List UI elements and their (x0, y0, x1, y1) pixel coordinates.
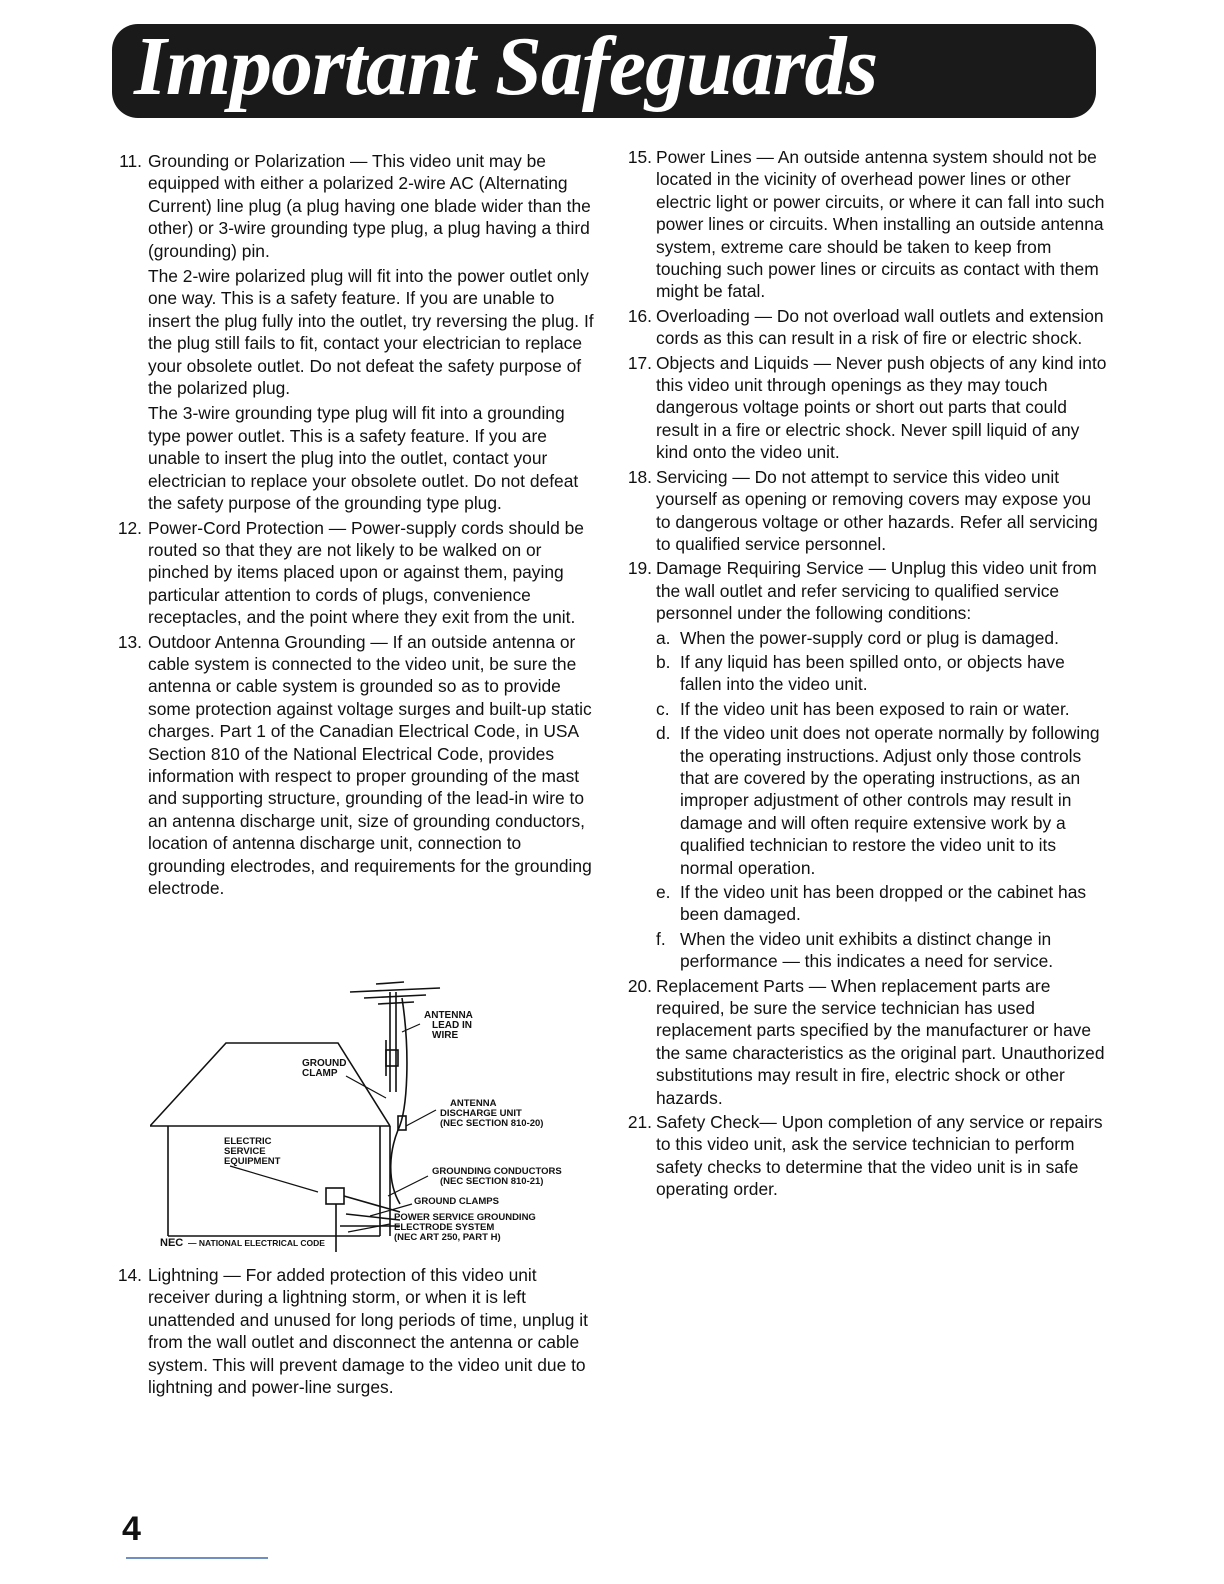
list-item (656, 722, 1108, 879)
item-number: 20. (627, 975, 652, 996)
diagram-label: CLAMP (302, 1068, 338, 1079)
ground-wiring (326, 1188, 400, 1252)
page-title: Important Safeguards (134, 20, 878, 113)
title-banner (112, 20, 1096, 118)
item-number: 17. (627, 352, 652, 373)
diagram-label: GROUNDING CONDUCTORS (432, 1166, 562, 1177)
diagram-label: — NATIONAL ELECTRICAL CODE (188, 1238, 325, 1248)
item-paragraph: Lightning — For added protection of this video unit receiver during a lightning storm, or when it is left unattended and unused for long periods of time, unplug it from the wall outlet and disconnect the antenna or cable system. This will prevent damage to the video unit due to lightning and power-line surges. (148, 1265, 588, 1398)
safeguard-item-13 (117, 631, 600, 900)
diagram-label: LEAD IN (432, 1020, 472, 1031)
safeguard-item-11 (119, 150, 600, 515)
item-paragraph: Overloading — Do not overload wall outlets and extension cords as this can result in a risk of fire or electric shock. (656, 305, 1104, 349)
item-paragraph: Grounding or Polarization — This video unit may be equipped with either a polarized 2-wire AC (Alternating Current) line plug (a plug having one blade wider than the other) or 3-wire grounding type plug, a plug having a third (grounding) pin. (148, 151, 591, 261)
left-column (117, 150, 600, 899)
list-item-text: If the video unit does not operate normally by following the operating instructions. Adjust only those controls that are covered by the operating instructions, as an improper adjustment of other controls may result in damage and will often require extensive work by a qualified technician to restore the video unit to its normal operation. (680, 723, 1100, 878)
item-number: 11. (119, 151, 142, 171)
item-number: 19. (627, 558, 652, 579)
item-paragraph: Servicing — Do not attempt to service this video unit yourself as opening or removing covers may expose you to dangerous voltage or other hazards. Refer all servicing to qualified service personnel. (656, 466, 1098, 554)
diagram-label: EQUIPMENT (224, 1156, 281, 1167)
list-item (656, 881, 1108, 926)
list-item (656, 651, 1108, 696)
list-item-letter: b. (656, 651, 671, 672)
item-paragraph: Power-Cord Protection — Power-supply cords should be routed so that they are not likely to be walked on or pinched by items placed upon or against them, paying particular attention to cords of plugs, convenience receptacles, and the point where they exit from the unit. (148, 517, 584, 628)
safeguard-item-17 (622, 352, 1108, 464)
item-paragraph: Replacement Parts — When replacement parts are required, be sure the service technician has used replacement parts specified by the manufacturer or have the same characteristics as the original part. Unauthorized substitutions may result in fire, electric shock or other hazards. (656, 975, 1105, 1108)
item-number: 15. (627, 147, 652, 167)
condition-list (656, 627, 1108, 973)
item-number: 18. (627, 466, 652, 487)
diagram-label: (NEC SECTION 810-20) (440, 1118, 544, 1129)
footer-divider (126, 1557, 268, 1559)
list-item-letter: e. (656, 882, 671, 902)
list-item-text: If any liquid has been spilled onto, or objects have fallen into the video unit. (680, 651, 1065, 695)
safeguard-item-14 (117, 1264, 600, 1398)
diagram-label: GROUND (302, 1058, 347, 1069)
item-paragraph: Safety Check— Upon completion of any service or repairs to this video unit, ask the service technician to perform safety checks to determine that the video unit is in safe operating order. (656, 1112, 1103, 1200)
item-paragraph: Damage Requiring Service — Unplug this video unit from the wall outlet and refer servicing to qualified service personnel under the following conditions: (656, 558, 1097, 624)
left-column-lower (117, 1264, 600, 1398)
diagram-label: ELECTRODE SYSTEM (394, 1222, 495, 1233)
safeguard-item-16 (622, 305, 1108, 350)
list-item-text: When the power-supply cord or plug is damaged. (680, 627, 1059, 648)
diagram-label: ANTENNA (424, 1010, 473, 1021)
diagram-label: NEC (160, 1237, 184, 1249)
diagram-label: GROUND CLAMPS (414, 1196, 499, 1207)
diagram-label: (NEC ART 250, PART H) (394, 1232, 501, 1243)
list-item (656, 698, 1108, 720)
diagram-label: ELECTRIC (224, 1136, 272, 1147)
diagram-label: (NEC SECTION 810-21) (440, 1176, 544, 1187)
safeguard-item-18 (622, 466, 1108, 556)
item-paragraph: Objects and Liquids — Never push objects of any kind into this video unit through openings as they may touch dangerous voltage points or short out parts that could result in a fire or electric shock. Never spill liquid of any kind onto the video unit. (656, 352, 1107, 463)
list-item-text: If the video unit has been exposed to rain or water. (680, 698, 1070, 719)
list-item-text: When the video unit exhibits a distinct change in performance — this indicates a need for service. (680, 928, 1054, 972)
safeguard-item-20 (622, 975, 1108, 1109)
item-number: 13. (117, 631, 142, 652)
diagram-label: SERVICE (224, 1146, 266, 1157)
safeguard-item-19 (622, 557, 1108, 972)
list-item-letter: a. (656, 627, 671, 648)
callout-leaders (230, 1024, 436, 1232)
diagram-label: ANTENNA (450, 1098, 497, 1109)
safeguard-item-15 (622, 146, 1108, 303)
list-item-text: If the video unit has been dropped or the cabinet has been damaged. (680, 882, 1087, 925)
item-paragraph: The 2-wire polarized plug will fit into the power outlet only one way. This is a safety feature. If you are unable to insert the plug fully into the outlet, try reversing the plug. If the plug still fails to fit, contact your electrician to replace your obsolete outlet. Do not defeat the safety purpose of the polarized plug. (148, 266, 594, 399)
list-item (656, 627, 1108, 649)
item-number: 14. (117, 1265, 142, 1285)
list-item (656, 928, 1108, 973)
list-item-letter: d. (656, 723, 671, 744)
antenna-grounding-diagram (150, 980, 590, 1252)
diagram-label: DISCHARGE UNIT (440, 1108, 522, 1119)
page-number: 4 (122, 1510, 141, 1548)
item-paragraph: Outdoor Antenna Grounding — If an outside antenna or cable system is connected to the video unit, be sure the antenna or cable system is grounded so as to provide some protection against voltage surges and built-up static charges. Part 1 of the Canadian Electrical Code, in USA Section 810 of the National Electrical Code, provides information with respect to proper grounding of the mast and supporting structure, grounding of the lead-in wire to an antenna discharge unit, size of grounding conductors, location of antenna discharge unit, connection to grounding electrodes, and requirements for the grounding electrode. (148, 631, 592, 898)
item-number: 21. (627, 1112, 652, 1133)
safeguard-item-21 (622, 1111, 1108, 1201)
item-number: 16. (627, 305, 652, 326)
safeguard-item-12 (117, 517, 600, 629)
item-number: 12. (117, 517, 142, 538)
list-item-letter: c. (656, 698, 670, 719)
diagram-label: WIRE (432, 1030, 459, 1041)
diagram-label: POWER SERVICE GROUNDING (394, 1212, 536, 1223)
right-column (622, 146, 1108, 1201)
item-paragraph: The 3-wire grounding type plug will fit into a grounding type power outlet. This is a safety feature. If you are unable to insert the plug into the outlet, contact your electrician to replace your obsolete outlet. Do not defeat the safety purpose of the grounding type plug. (148, 403, 579, 514)
item-paragraph: Power Lines — An outside antenna system should not be located in the vicinity of overhead power lines or other electric light or power circuits, or where it can fall into such power lines or circuits. When installing an outside antenna system, extreme care should be taken to keep from touching such power lines or circuits as contact with them might be fatal. (656, 147, 1105, 302)
list-item-letter: f. (656, 928, 666, 949)
